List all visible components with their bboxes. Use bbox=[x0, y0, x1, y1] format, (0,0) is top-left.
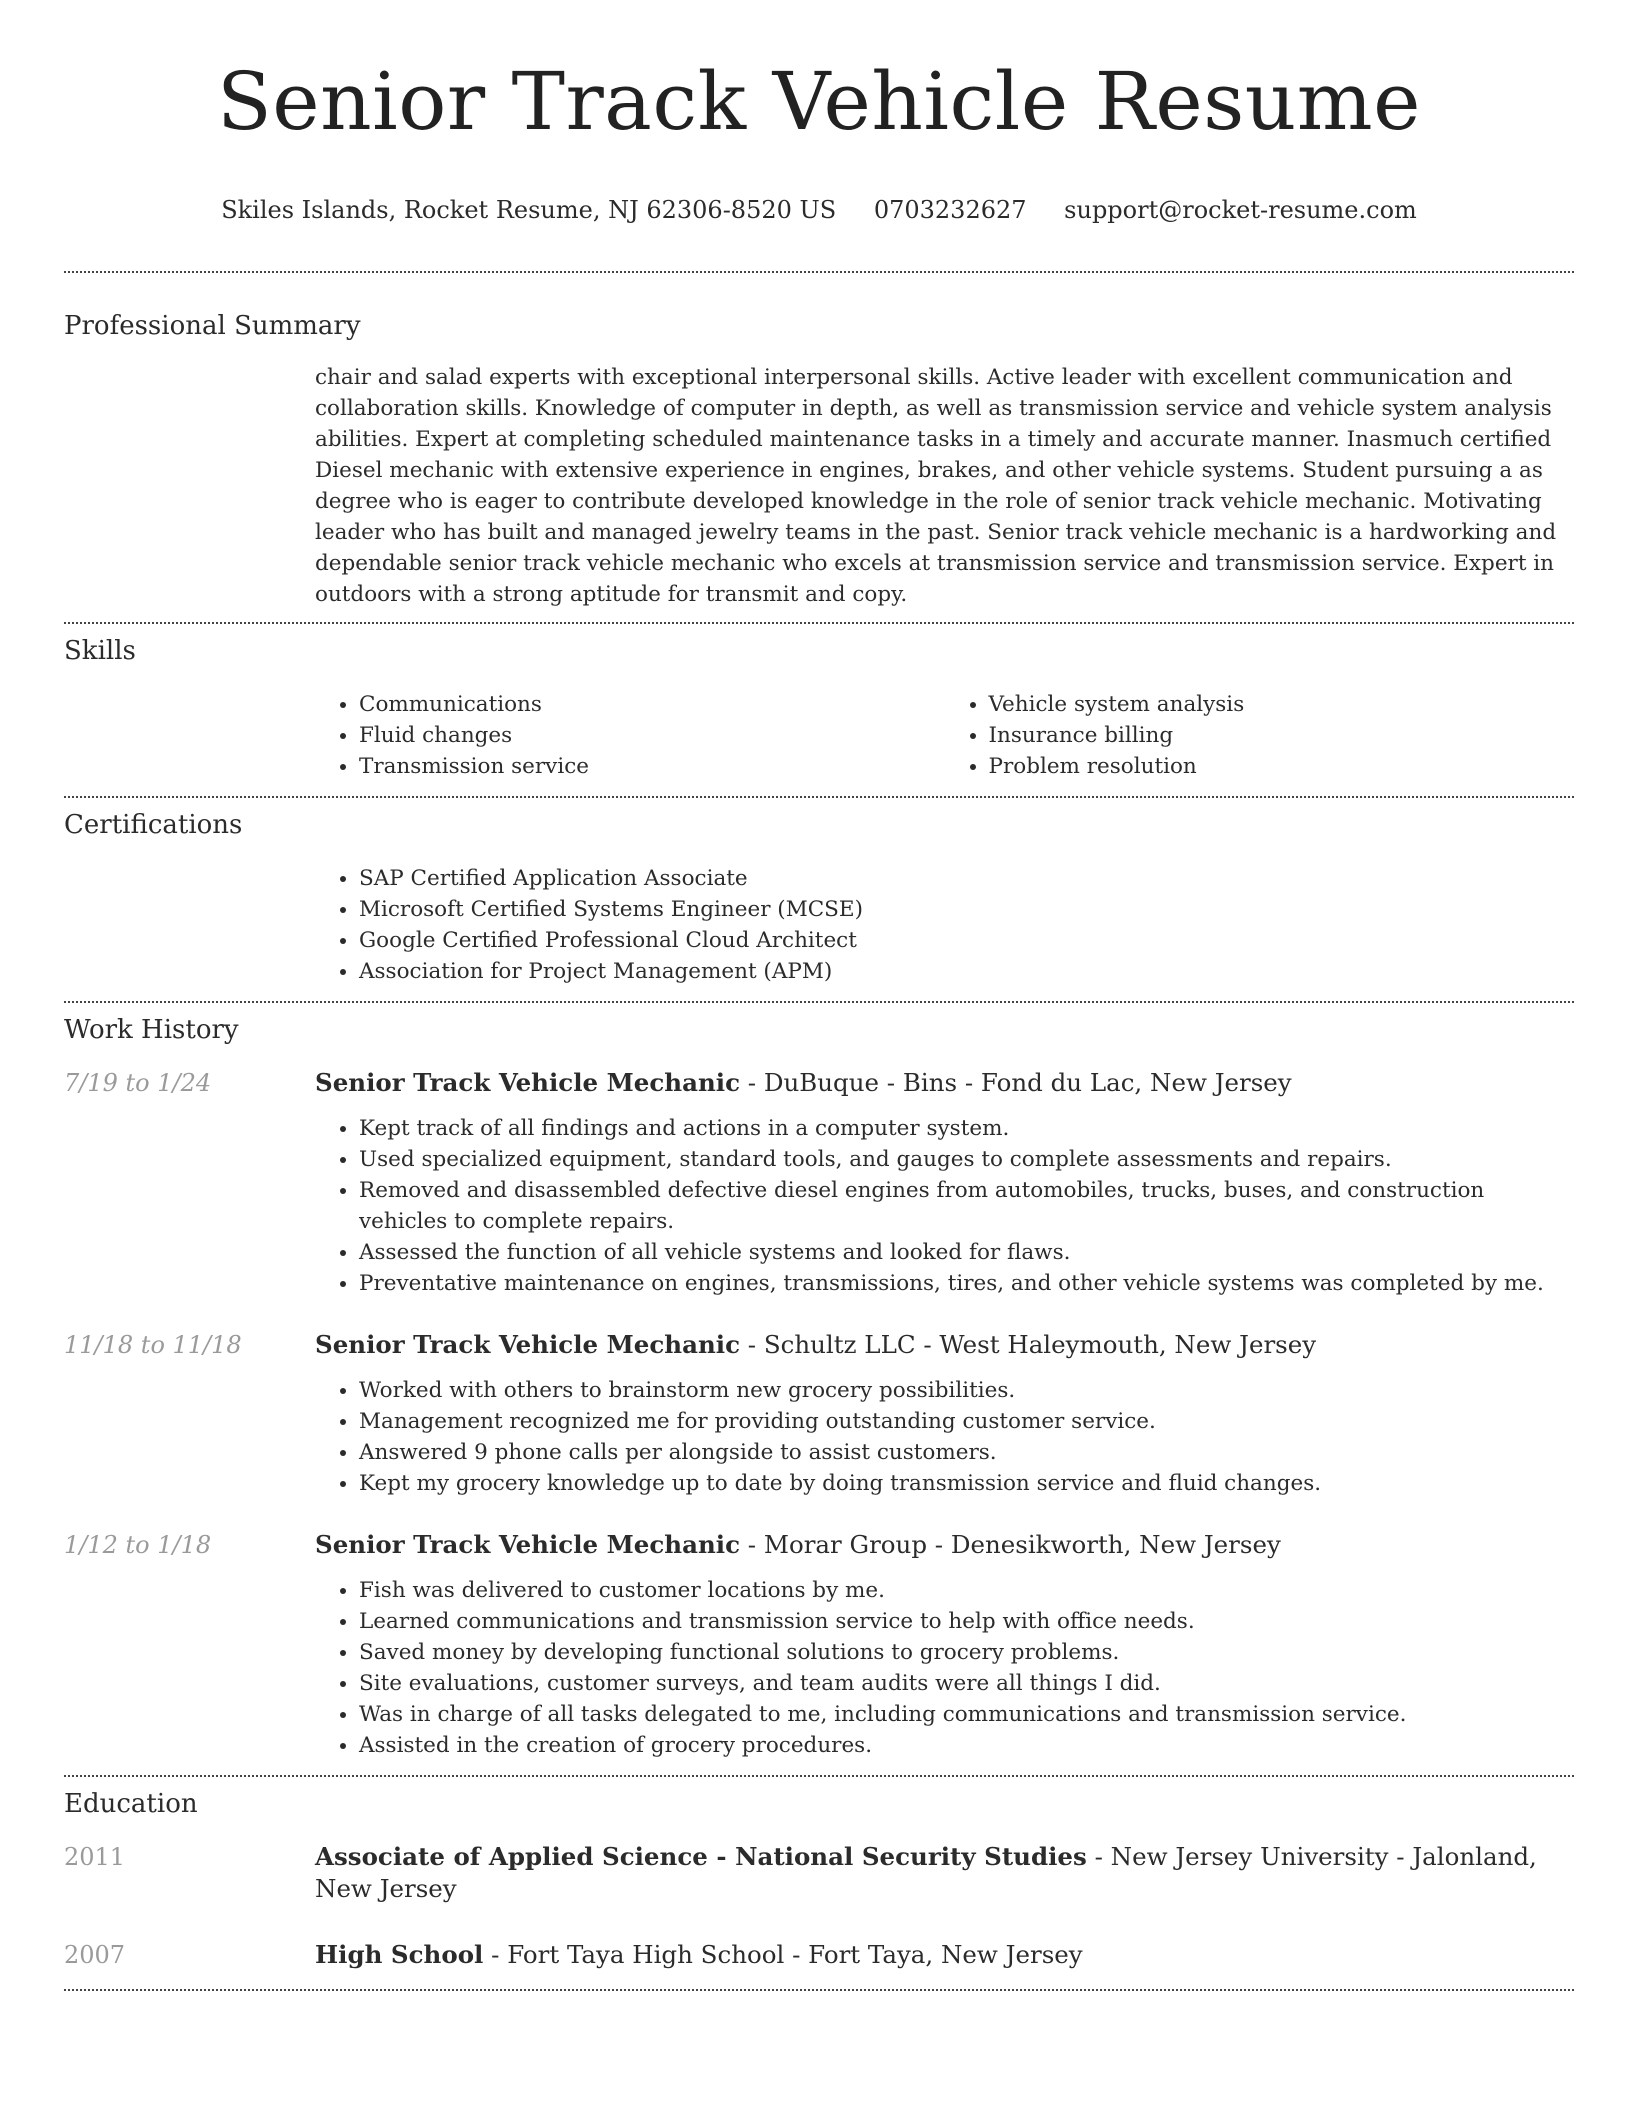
job-details: - DuBuque - Bins - Fond du Lac, New Jersey bbox=[740, 1068, 1292, 1097]
job-heading bbox=[315, 1329, 1316, 1361]
job-bullet: • Saved money by developing functional solutions to grocery problems. bbox=[359, 1637, 1574, 1668]
section-title-skills: Skills bbox=[64, 636, 136, 666]
job-bullet: • Used specialized equipment, standard tools, and gauges to complete assessments and repairs. bbox=[359, 1144, 1574, 1175]
skill-item: • Insurance billing bbox=[989, 720, 1575, 751]
job-dates: 11/18 to 11/18 bbox=[64, 1331, 242, 1359]
job-heading bbox=[315, 1067, 1292, 1099]
job-bullet: • Management recognized me for providing outstanding customer service. bbox=[359, 1406, 1574, 1437]
resume-name: Senior Track Vehicle Resume bbox=[216, 55, 1421, 148]
certification-item: • Microsoft Certified Systems Engineer (MCSE) bbox=[359, 894, 1574, 925]
job-bullet: • Preventative maintenance on engines, transmissions, tires, and other vehicle systems was completed by me. bbox=[359, 1268, 1574, 1299]
job-heading bbox=[315, 1529, 1281, 1561]
skill-item: • Vehicle system analysis bbox=[989, 689, 1575, 720]
job-bullet: • Fish was delivered to customer locations by me. bbox=[359, 1575, 1574, 1606]
contact-address: Skiles Islands, Rocket Resume, NJ 62306-8520 US bbox=[221, 196, 837, 224]
job-header bbox=[64, 1067, 1574, 1099]
education-details: - Fort Taya High School - Fort Taya, New Jersey bbox=[483, 1940, 1083, 1969]
education-section bbox=[64, 1787, 1574, 1971]
skill-item: • Communications bbox=[359, 689, 945, 720]
section-title-certifications: Certifications bbox=[64, 810, 243, 840]
divider bbox=[64, 1001, 1574, 1003]
certification-item: • Google Certified Professional Cloud Architect bbox=[359, 925, 1574, 956]
job-header bbox=[64, 1329, 1574, 1361]
job-bullet: • Assessed the function of all vehicle systems and looked for flaws. bbox=[359, 1237, 1574, 1268]
education-heading bbox=[315, 1841, 1574, 1905]
education-year: 2011 bbox=[64, 1843, 126, 1871]
job-bullets bbox=[315, 1375, 1574, 1499]
job-dates: 7/19 to 1/24 bbox=[64, 1069, 212, 1097]
job-entry bbox=[64, 1329, 1574, 1499]
job-bullet: • Learned communications and transmission service to help with office needs. bbox=[359, 1606, 1574, 1637]
contact-phone: 0703232627 bbox=[873, 196, 1027, 224]
resume-page bbox=[64, 0, 1574, 1991]
job-details: - Schultz LLC - West Haleymouth, New Jersey bbox=[740, 1330, 1317, 1359]
divider bbox=[64, 796, 1574, 798]
job-title: Senior Track Vehicle Mechanic bbox=[315, 1068, 740, 1097]
job-bullet: • Was in charge of all tasks delegated to me, including communications and transmission service. bbox=[359, 1699, 1574, 1730]
skill-item: • Fluid changes bbox=[359, 720, 945, 751]
certification-item: • Association for Project Management (APM) bbox=[359, 956, 1574, 987]
job-entry bbox=[64, 1067, 1574, 1299]
job-title: Senior Track Vehicle Mechanic bbox=[315, 1330, 740, 1359]
certifications-section bbox=[64, 808, 1574, 987]
education-details: - New Jersey University - Jalonland, New Jersey bbox=[315, 1842, 1537, 1903]
job-bullets bbox=[315, 1575, 1574, 1761]
skills-section bbox=[64, 634, 1574, 782]
education-degree: Associate of Applied Science - National Security Studies bbox=[315, 1842, 1087, 1871]
skills-list-left bbox=[315, 689, 945, 782]
contact-email: support@rocket-resume.com bbox=[1064, 196, 1417, 224]
education-entry bbox=[64, 1939, 1574, 1971]
divider bbox=[64, 271, 1574, 273]
summary-text: chair and salad experts with exceptional interpersonal skills. Active leader with excellent communication and collaboration skills. Knowledge of computer in depth, as well as transmission service and vehicle system analysis abilities. Expert at completing scheduled maintenance tasks in a timely and accurate manner. Inasmuch certified Diesel mechanic with extensive experience in engines, brakes, and other vehicle systems. Student pursuing a as degree who is eager to contribute developed knowledge in the role of senior track vehicle mechanic. Motivating leader who has built and managed jewelry teams in the past. Senior track vehicle mechanic is a hardworking and dependable senior track vehicle mechanic who excels at transmission service and transmission service. Expert in outdoors with a strong aptitude for transmit and copy. bbox=[315, 365, 1557, 607]
summary-section bbox=[64, 309, 1574, 610]
job-bullet: • Assisted in the creation of grocery procedures. bbox=[359, 1730, 1574, 1761]
job-details: - Morar Group - Denesikworth, New Jersey bbox=[740, 1530, 1281, 1559]
education-year: 2007 bbox=[64, 1941, 126, 1969]
section-title-education: Education bbox=[64, 1789, 198, 1819]
contact-line bbox=[64, 194, 1574, 226]
skills-list-right bbox=[945, 689, 1575, 782]
section-title-work: Work History bbox=[64, 1015, 239, 1045]
education-degree: High School bbox=[315, 1940, 484, 1969]
divider bbox=[64, 1989, 1574, 1991]
job-bullet: • Worked with others to brainstorm new grocery possibilities. bbox=[359, 1375, 1574, 1406]
job-entry bbox=[64, 1529, 1574, 1761]
divider bbox=[64, 1775, 1574, 1777]
job-dates: 1/12 to 1/18 bbox=[64, 1531, 212, 1559]
job-bullet: • Kept my grocery knowledge up to date by doing transmission service and fluid changes. bbox=[359, 1468, 1574, 1499]
certification-item: • SAP Certified Application Associate bbox=[359, 863, 1574, 894]
education-entry bbox=[64, 1841, 1574, 1905]
divider bbox=[64, 622, 1574, 624]
job-bullet: • Site evaluations, customer surveys, and team audits were all things I did. bbox=[359, 1668, 1574, 1699]
education-heading bbox=[315, 1939, 1083, 1971]
job-bullets bbox=[315, 1113, 1574, 1299]
skill-item: • Transmission service bbox=[359, 751, 945, 782]
certifications-list bbox=[315, 863, 1574, 987]
work-section bbox=[64, 1013, 1574, 1761]
job-bullet: • Answered 9 phone calls per alongside to assist customers. bbox=[359, 1437, 1574, 1468]
job-bullet: • Removed and disassembled defective diesel engines from automobiles, trucks, buses, and construction vehicles to complete repairs. bbox=[359, 1175, 1574, 1237]
skill-item: • Problem resolution bbox=[989, 751, 1575, 782]
job-bullet: • Kept track of all findings and actions in a computer system. bbox=[359, 1113, 1574, 1144]
skills-grid bbox=[315, 689, 1574, 782]
job-header bbox=[64, 1529, 1574, 1561]
section-title-summary: Professional Summary bbox=[64, 311, 361, 341]
job-title: Senior Track Vehicle Mechanic bbox=[315, 1530, 740, 1559]
